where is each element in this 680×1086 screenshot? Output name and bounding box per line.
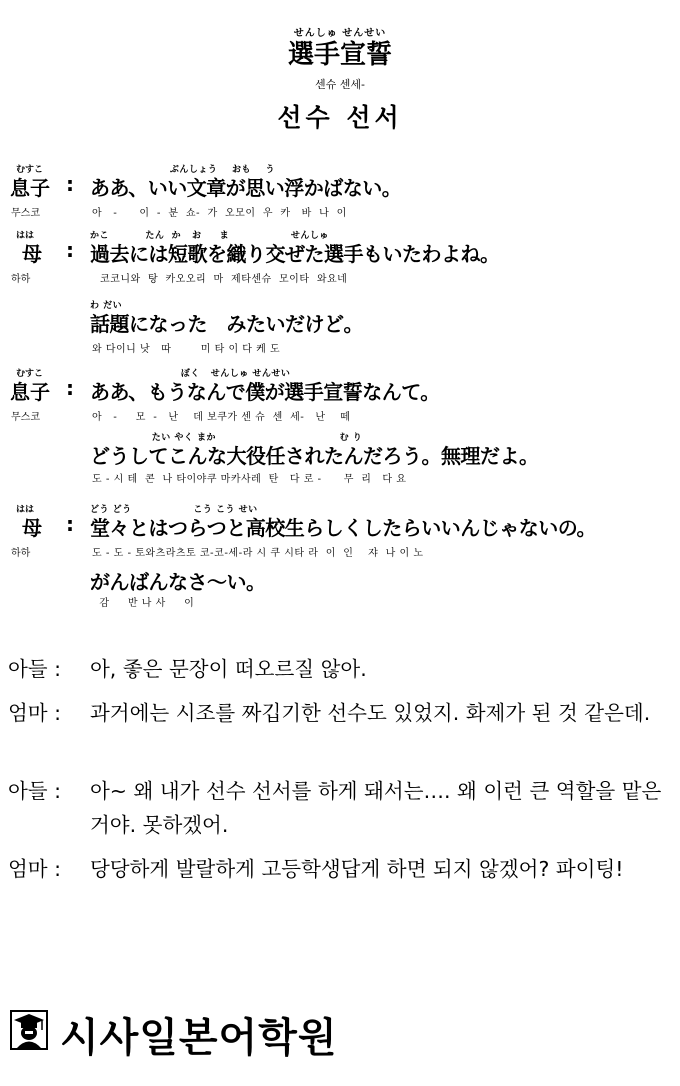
translation-speaker: 엄마 : [8, 857, 62, 881]
translation-text: 과거에는 시조를 짜깁기한 선수도 있었지. 화제가 된 것 같은데. [90, 701, 651, 725]
japanese-line: 話題になった みたいだけど。 [90, 312, 363, 336]
translation-line-4 [8, 852, 678, 920]
speaker-colon: : [66, 238, 74, 262]
academy-name: 시사일본어학원 [60, 1015, 338, 1061]
japanese-line: 過去には短歌を織り交ぜた選手もいたわよね。 [90, 242, 500, 266]
speaker-ruby: むすこ [16, 165, 44, 175]
speaker-pronunciation: 하하 [11, 274, 31, 285]
translation-speaker: 아들 : [8, 657, 62, 681]
line-pronunciation: 코코니와 탕 카오오리 마 제타센슈 모이타 와요네 [100, 274, 348, 285]
japanese-line: ああ、いい文章が思い浮かばない。 [90, 176, 402, 200]
line-pronunciation: 아 - 이 - 분 쇼- 가 오모이 우 카 바 나 이 [92, 208, 347, 219]
title-korean: 선수 선서 [277, 103, 403, 132]
japanese-line: どうしてこんな大役任されたんだろう。無理だよ。 [90, 444, 539, 468]
translation-text: 당당하게 발랄하게 고등학생답게 하면 되지 않겠어? 파이팅! [90, 857, 624, 881]
japanese-line: がんばんなさ～い。 [90, 570, 266, 594]
title-pronunciation: 센슈 센세- [315, 78, 365, 91]
line-ruby: ぼく せんしゅ せんせい [90, 369, 291, 379]
line-ruby: どう どう こう こう せい [90, 505, 258, 515]
speaker-label: 息子 [10, 176, 50, 200]
japanese-line: 堂々とはつらつと高校生らしくしたらいいんじゃないの。 [90, 516, 596, 540]
line-ruby: ぶんしょう おも う [90, 165, 275, 175]
speaker-ruby: むすこ [16, 369, 44, 379]
title-ruby: せんしゅ せんせい [293, 28, 387, 39]
speaker-colon: : [66, 172, 74, 196]
japanese-line: ああ、もうなんで僕が選手宣誓なんて。 [90, 380, 440, 404]
speaker-label: 息子 [10, 380, 50, 404]
translation-line-3 [8, 774, 678, 842]
speaker-pronunciation: 무스코 [11, 208, 40, 219]
line-pronunciation: 와 다이니 낫 따 미 타 이 다 케 도 [92, 344, 281, 355]
line-ruby: かこ たん か お ま せんしゅ [90, 231, 329, 241]
line-ruby: たい やく まか む り [90, 433, 363, 443]
line-pronunciation: 도 - 도 - 토와츠라츠토 코-코-세-라 시 쿠 시타 라 이 인 쟈 나 이 노 [92, 548, 424, 559]
speaker-colon: : [66, 376, 74, 400]
speaker-label: 母 [22, 242, 42, 266]
speaker-ruby: はは [16, 505, 35, 515]
line-pronunciation: 도 - 시 테 콘 나 타이야쿠 마카사레 탄 다 로 - 무 리 다 요 [92, 474, 407, 485]
line-ruby: わ だい [90, 301, 123, 311]
line-pronunciation: 감 반 나 사 이 [92, 598, 195, 609]
translation-line-1 [8, 652, 678, 686]
translation-text: 아~ 왜 내가 선수 선서를 하게 돼서는…. 왜 이런 큰 역할을 맡은 거야. 못하겠어. [90, 779, 662, 837]
translation-text: 아, 좋은 문장이 떠오르질 않아. [90, 657, 367, 681]
page-title: 選手宣誓 [287, 40, 392, 70]
translation-line-2 [8, 696, 678, 764]
speaker-pronunciation: 무스코 [11, 412, 40, 423]
translation-speaker: 아들 : [8, 779, 62, 803]
translation-speaker: 엄마 : [8, 701, 62, 725]
speaker-colon: : [66, 512, 74, 536]
graduate-icon [10, 1010, 48, 1050]
line-pronunciation: 아 - 모 - 난 데 보쿠가 센 슈 센 세- 난 떼 [92, 412, 351, 423]
speaker-ruby: はは [16, 231, 35, 241]
speaker-pronunciation: 하하 [11, 548, 31, 559]
speaker-label: 母 [22, 516, 42, 540]
